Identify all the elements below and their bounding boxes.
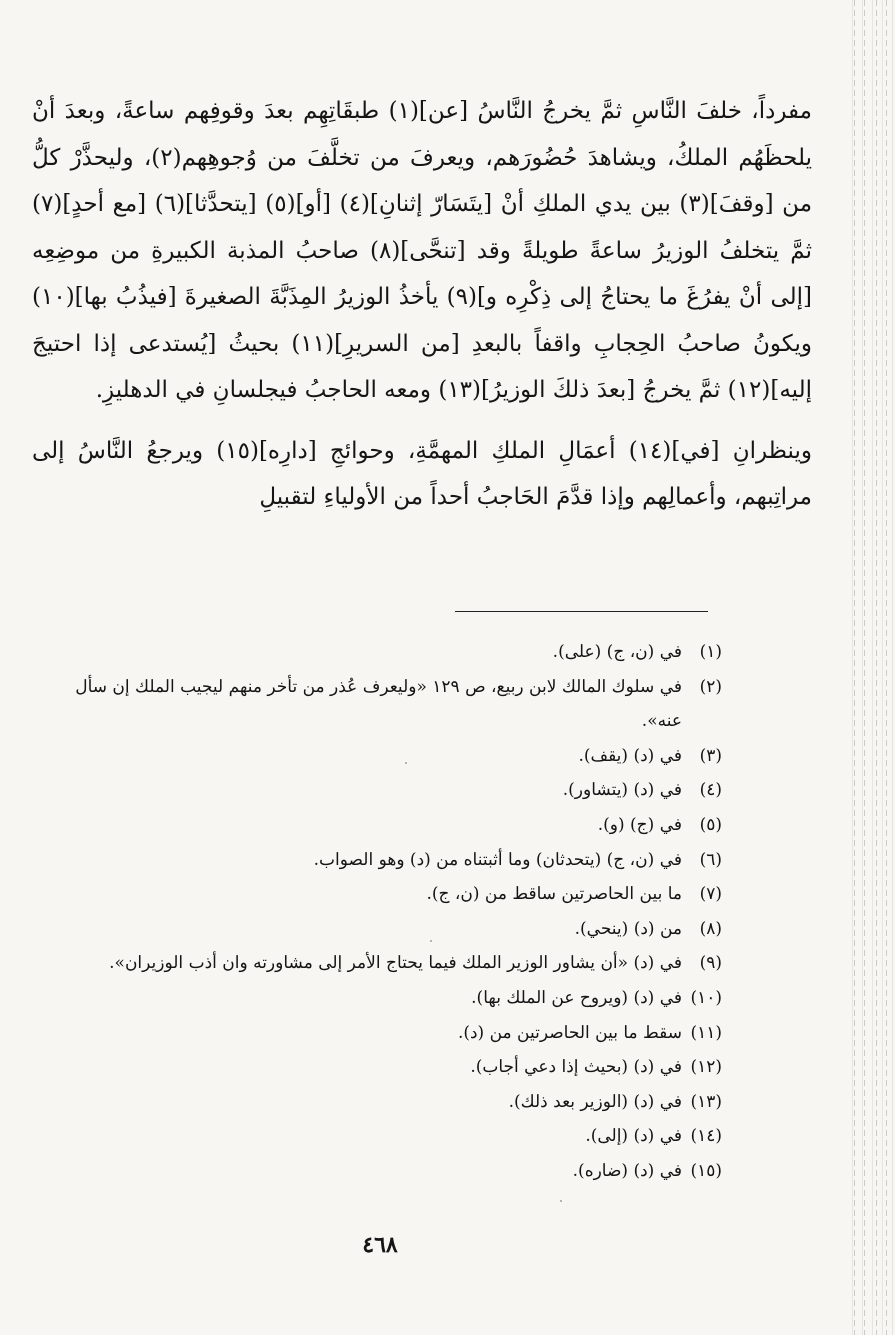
footnote-item bbox=[40, 946, 722, 981]
footnote-number: (٤) bbox=[699, 780, 722, 801]
scan-edge-line bbox=[864, 0, 865, 1335]
footnote-number: (٨) bbox=[699, 918, 722, 939]
footnote-text: من (د) (ينحي). bbox=[574, 918, 682, 939]
footnote-item bbox=[40, 773, 722, 808]
footnotes-list bbox=[40, 635, 722, 1189]
footnote-number: (٥) bbox=[699, 814, 722, 835]
scan-speck bbox=[430, 940, 432, 942]
footnote-number: (١٢) bbox=[690, 1057, 722, 1078]
footnote-text: في (ن، ج) (يتحدثان) وما أثبتناه من (د) وهو الصواب. bbox=[313, 849, 682, 870]
footnote-text: في (د) «أن يشاور الوزير الملك فيما يحتاج الأمر إلى مشاورته وان أذب الوزيران». bbox=[109, 953, 682, 974]
footnote-number: (٢) bbox=[699, 676, 722, 697]
footnote-number: (٧) bbox=[699, 884, 722, 905]
footnote-text: في (د) (يتشاور). bbox=[562, 780, 682, 801]
footnote-text: ما بين الحاصرتين ساقط من (ن، ج). bbox=[426, 884, 682, 905]
paragraph-1: مفرداً، خلفَ النَّاسِ ثمَّ يخرجُ النَّاسُ [عن](١) طبقَاتِهِم بعدَ وقوفِهم ساعةً، وبعدَ أنْ يلحظَهُم الملكُ، ويشاهدَ حُضُورَهم، ويعرفَ من تخلَّفَ من وُجوهِهم(٢)، وليحذَّرْ كلُّ من [وقفَ](٣) بين يدي الملكِ أنْ [يتَسَارّ إثنانِ](٤) [أو](٥) [يتحدَّثا](٦) [مع أحدٍ](٧) ثمَّ يتخلفُ الوزيرُ ساعةً طويلةً وقد [تنحَّى](٨) صاحبُ المذبة الكبيرةِ من موضِعِه [إلى أنْ يفرُغَ ما يحتاجُ إلى ذِكْرِه و](٩) يأخذُ الوزيرُ المِذَبَّةَ الصغيرةَ [فيذُبُ بها](١٠) ويكونُ صاحبُ الحِجابِ واقفاً بالبعدِ [من السريرِ](١١) بحيثُ [يُستدعى إذا احتيجَ إليه](١٢) ثمَّ يخرجُ [بعدَ ذلكَ الوزيرُ](١٣) ومعه الحاجبُ فيجلسانِ في الدهليزِ. bbox=[32, 98, 813, 403]
footnote-separator bbox=[455, 611, 708, 612]
footnote-text: في (ج) (و). bbox=[597, 814, 682, 835]
footnote-number: (٣) bbox=[699, 745, 722, 766]
footnote-item bbox=[40, 1050, 722, 1085]
footnote-text: في (د) (ضاره). bbox=[572, 1160, 682, 1181]
footnote-item bbox=[40, 1016, 722, 1051]
footnote-number: (١٥) bbox=[690, 1160, 722, 1181]
footnote-text: سقط ما بين الحاصرتين من (د). bbox=[457, 1022, 682, 1043]
scan-edge-artifact bbox=[847, 0, 895, 1335]
footnote-text: في (د) (بحيث إذا دعي أجاب). bbox=[470, 1057, 682, 1078]
footnote-number: (١٤) bbox=[690, 1126, 722, 1147]
footnote-number: (٦) bbox=[699, 849, 722, 870]
page-number: ٤٦٨ bbox=[362, 1232, 398, 1258]
footnote-text: في (د) (ويروح عن الملك بها). bbox=[471, 987, 682, 1008]
footnote-item bbox=[40, 739, 722, 774]
footnote-text: في (د) (الوزير بعد ذلك). bbox=[508, 1091, 682, 1112]
footnote-text: في (د) (يقف). bbox=[578, 745, 682, 766]
footnote-number: (١١) bbox=[690, 1022, 722, 1043]
footnote-item bbox=[40, 670, 722, 739]
scan-edge-line bbox=[886, 0, 887, 1335]
footnote-item bbox=[40, 1119, 722, 1154]
footnote-number: (٩) bbox=[699, 953, 722, 974]
footnote-item bbox=[40, 808, 722, 843]
footnote-text: في (د) (إلى). bbox=[585, 1126, 682, 1147]
paragraph-2: وينظرانِ [في](١٤) أعمَالِ الملكِ المهمَّةِ، وحوائجِ [دارِه](١٥) ويرجعُ النَّاسُ إلى مراتِبهم، وأعمالِهم وإذا قدَّمَ الحَاجبُ أحداً من الأولياءِ لتقبيلِ bbox=[32, 437, 812, 510]
footnote-text: في سلوك المالك لابن ربيع، ص ١٢٩ «وليعرف عُذر من تأخر منهم ليجيب الملك إن سأل عنه». bbox=[75, 676, 682, 732]
footnote-item bbox=[40, 635, 722, 670]
footnote-number: (١٠) bbox=[690, 987, 722, 1008]
footnote-number: (١٣) bbox=[690, 1091, 722, 1112]
footnote-item bbox=[40, 877, 722, 912]
footnote-item bbox=[40, 981, 722, 1016]
footnote-item bbox=[40, 1085, 722, 1120]
footnote-item bbox=[40, 912, 722, 947]
scan-edge-line bbox=[854, 0, 855, 1335]
scan-speck bbox=[405, 762, 407, 764]
footnote-number: (١) bbox=[699, 642, 722, 662]
footnote-item bbox=[40, 1154, 722, 1189]
scan-speck bbox=[560, 1200, 562, 1202]
footnote-item bbox=[40, 843, 722, 878]
scan-edge-line bbox=[876, 0, 877, 1335]
main-text-block bbox=[32, 88, 812, 521]
footnote-text: في (ن، ج) (على). bbox=[552, 642, 682, 662]
